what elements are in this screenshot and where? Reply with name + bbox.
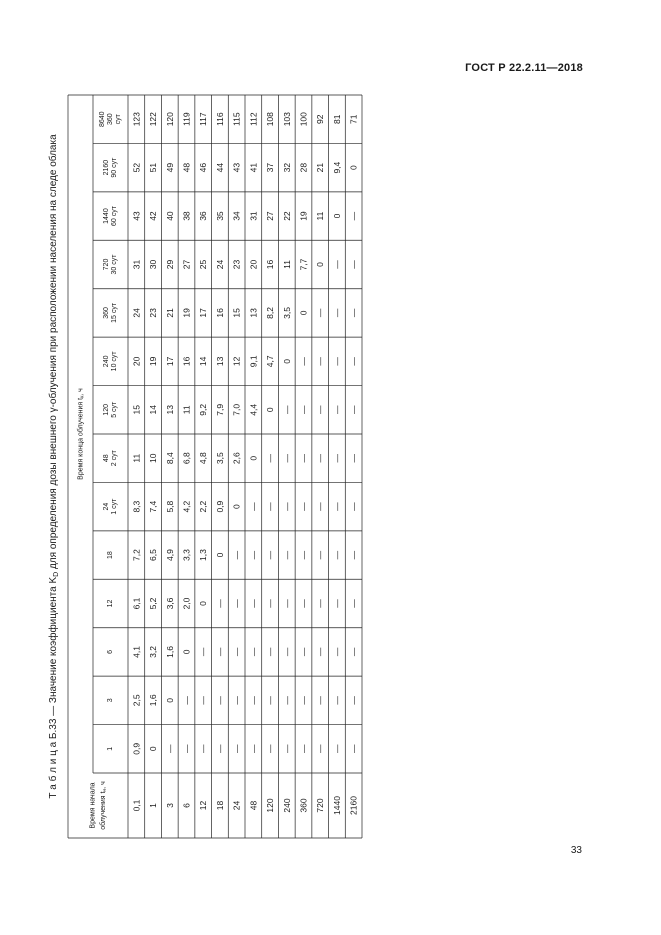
table-cell: 27 xyxy=(265,211,276,221)
table-cell: 17 xyxy=(198,308,209,318)
table-cell: — xyxy=(298,357,309,366)
table-cell: 19 xyxy=(148,356,159,367)
table-cell: — xyxy=(231,696,242,705)
table-cell: — xyxy=(315,308,326,318)
table-cell: 4,7 xyxy=(265,355,276,368)
column-header: 1 сут xyxy=(111,498,118,515)
table-cell: 13 xyxy=(164,405,175,415)
column-header: 2 сут xyxy=(111,450,118,467)
table-cell: — xyxy=(331,744,342,754)
column-header: 2160 xyxy=(103,159,110,176)
table-cell: 16 xyxy=(181,356,192,367)
table-cell: 3,2 xyxy=(148,646,159,658)
column-header: 6 xyxy=(107,649,114,654)
table-cell: — xyxy=(231,744,242,754)
table-cell: 7,7 xyxy=(298,258,309,271)
page-number: 33 xyxy=(570,845,582,856)
table-cell: 20 xyxy=(131,356,142,367)
table-cell: — xyxy=(281,744,292,754)
table-caption xyxy=(47,134,60,799)
table-cell: 6,1 xyxy=(131,597,142,610)
table-cell: 0 xyxy=(348,165,359,171)
row-start-value: 1440 xyxy=(331,796,342,815)
table-cell: — xyxy=(315,357,326,366)
table-cell: 34 xyxy=(231,211,242,221)
row-start-value: 0,1 xyxy=(131,799,142,812)
row-header-label-2: облучения $t_н$, ч xyxy=(99,781,108,830)
table-cell: — xyxy=(348,744,359,754)
column-header: 18 xyxy=(107,551,114,559)
table-cell: 8,2 xyxy=(265,307,276,319)
table-cell: 3,3 xyxy=(181,549,192,561)
table-cell: 14 xyxy=(148,405,159,415)
table-cell: — xyxy=(248,696,259,705)
table-cell: 16 xyxy=(265,259,276,270)
table-cell: 7,4 xyxy=(148,500,159,513)
table-cell: 0 xyxy=(265,407,276,413)
row-start-value: 360 xyxy=(298,798,309,813)
column-header: 360 xyxy=(107,113,114,126)
table-cell: — xyxy=(331,357,342,366)
table-cell: 4,2 xyxy=(181,500,192,513)
table-cell: — xyxy=(348,647,359,657)
table-cell: — xyxy=(198,744,209,754)
row-start-value: 12 xyxy=(198,800,209,811)
table-cell: 11 xyxy=(281,260,292,269)
table-cell: — xyxy=(348,405,359,415)
table-cell: — xyxy=(214,744,225,754)
table-cell: 119 xyxy=(181,112,192,126)
column-header: 3 xyxy=(107,698,114,703)
table-cell: — xyxy=(315,502,326,511)
table-cell: — xyxy=(265,599,276,608)
row-start-value: 2160 xyxy=(348,796,359,815)
column-header: 48 xyxy=(103,454,110,463)
table-cell: — xyxy=(331,599,342,608)
column-header: 240 xyxy=(103,355,110,368)
table-cell: 9,1 xyxy=(248,355,259,368)
table-cell: — xyxy=(331,647,342,657)
table-cell: 40 xyxy=(164,211,175,221)
table-cell: 108 xyxy=(265,112,276,127)
table-cell: 13 xyxy=(214,356,225,367)
table-cell: — xyxy=(331,696,342,705)
table-cell: — xyxy=(281,453,292,463)
table-cell: 2,6 xyxy=(231,452,242,465)
table-cell: — xyxy=(348,599,359,608)
table-cell: 46 xyxy=(198,162,209,173)
table-cell: 0 xyxy=(298,310,309,316)
table-cell: 1,6 xyxy=(148,694,159,707)
table-cell: — xyxy=(348,453,359,463)
table-cell: — xyxy=(248,502,259,511)
table-cell: 103 xyxy=(281,112,292,127)
table-cell: 13 xyxy=(248,308,259,318)
table-cell: 3,5 xyxy=(281,307,292,319)
table-cell: 36 xyxy=(198,211,209,221)
table-cell: 52 xyxy=(131,162,142,173)
row-start-value: 1 xyxy=(148,803,159,808)
table-cell: 1,3 xyxy=(198,549,209,561)
table-caption-text: Т а б л и ц а Б.33 — Значение коэффициента $K_D$ для определения дозы внешнего γ-облучения при расположении населения на следе облака xyxy=(47,134,60,799)
table-cell: — xyxy=(265,647,276,657)
column-header: 360 xyxy=(103,307,110,319)
column-header: 120 xyxy=(103,403,110,416)
table-cell: — xyxy=(214,599,225,608)
column-header: 5 сут xyxy=(111,401,118,418)
table-cell: — xyxy=(181,744,192,754)
table-cell: — xyxy=(281,599,292,608)
row-start-value: 120 xyxy=(265,798,276,813)
table-cell: 5,8 xyxy=(164,500,175,513)
table-cell: 112 xyxy=(248,112,259,126)
table-cell: — xyxy=(348,502,359,511)
table-cell: 25 xyxy=(198,259,209,270)
table-cell: 0 xyxy=(148,746,159,752)
table-cell: 71 xyxy=(348,114,359,124)
table-cell: 120 xyxy=(164,112,175,127)
table-cell: — xyxy=(315,744,326,754)
table-cell: — xyxy=(198,647,209,657)
table-cell: 2,5 xyxy=(131,694,142,707)
table-cell: 7,2 xyxy=(131,549,142,561)
table-cell: — xyxy=(231,550,242,560)
table-cell: — xyxy=(348,357,359,366)
table-cell: 43 xyxy=(131,211,142,221)
table-cell: — xyxy=(248,550,259,560)
table-cell: — xyxy=(331,502,342,511)
table-cell: — xyxy=(281,405,292,415)
row-start-value: 6 xyxy=(181,803,192,808)
table-cell: 11 xyxy=(131,453,142,463)
column-header: 12 xyxy=(107,599,114,608)
table-cell: 9,4 xyxy=(331,161,342,174)
column-header: 720 xyxy=(103,258,110,271)
table-cell: 49 xyxy=(164,162,175,173)
column-header: 8640 xyxy=(99,111,106,128)
table-cell: 44 xyxy=(214,162,225,173)
table-cell: 32 xyxy=(281,162,292,173)
table-cell: — xyxy=(248,647,259,657)
column-header: 30 сут xyxy=(111,254,118,275)
table-cell: 37 xyxy=(265,162,276,173)
table-cell: 41 xyxy=(248,162,259,173)
row-start-value: 48 xyxy=(248,800,259,811)
table-cell: — xyxy=(248,599,259,608)
table-cell: 0 xyxy=(214,552,225,558)
table-cell: — xyxy=(265,453,276,463)
table-cell: — xyxy=(348,550,359,560)
table-cell: 115 xyxy=(231,112,242,126)
table-cell: — xyxy=(331,308,342,318)
table-cell: 100 xyxy=(298,112,309,127)
table-cell: 117 xyxy=(198,112,209,126)
table-cell: — xyxy=(231,647,242,657)
table-cell: 0 xyxy=(164,697,175,703)
table-cell: 16 xyxy=(214,308,225,318)
table-cell: — xyxy=(298,405,309,415)
table-cell: 19 xyxy=(298,211,309,221)
row-start-value: 240 xyxy=(281,798,292,813)
table-cell: 2,0 xyxy=(181,597,192,610)
table-cell: 116 xyxy=(214,112,225,126)
table-cell: 31 xyxy=(248,211,259,221)
table-cell: 6,8 xyxy=(181,452,192,465)
table-cell: 8,4 xyxy=(164,452,175,465)
table-cell: 0 xyxy=(331,213,342,219)
table-cell: 0,9 xyxy=(131,742,142,755)
table-cell: — xyxy=(265,502,276,511)
table-cell: 11 xyxy=(315,211,326,221)
table-cell: 81 xyxy=(331,114,342,124)
table-cell: 12 xyxy=(231,356,242,367)
table-cell: 20 xyxy=(248,259,259,270)
table-cell: — xyxy=(315,453,326,463)
table-cell: 4,8 xyxy=(198,452,209,465)
table-cell: — xyxy=(331,260,342,269)
table-cell: 43 xyxy=(231,162,242,173)
table-cell: — xyxy=(315,599,326,608)
table-cell: 3,6 xyxy=(164,597,175,610)
table-cell: 22 xyxy=(281,211,292,221)
table-cell: 3,5 xyxy=(214,452,225,465)
column-header: 15 сут xyxy=(111,302,118,323)
table-cell: — xyxy=(265,744,276,754)
column-header: 60 сут xyxy=(111,206,118,227)
table-cell: 15 xyxy=(131,405,142,415)
table-cell: 1,6 xyxy=(164,646,175,658)
table-cell: — xyxy=(315,647,326,657)
table-cell: 0 xyxy=(231,504,242,510)
table-cell: 0 xyxy=(181,649,192,655)
table-cell: 4,4 xyxy=(248,403,259,416)
table-cell: 28 xyxy=(298,162,309,173)
table-cell: 122 xyxy=(148,112,159,127)
column-header: 1440 xyxy=(103,208,110,224)
table-cell: — xyxy=(331,550,342,560)
column-header: 24 xyxy=(103,502,110,511)
table-cell: 38 xyxy=(181,211,192,221)
table-cell: — xyxy=(281,502,292,511)
table-cell: — xyxy=(164,744,175,754)
table-cell: 15 xyxy=(231,308,242,318)
table-cell: 0 xyxy=(248,455,259,461)
table-cell: — xyxy=(298,599,309,608)
table-cell: 23 xyxy=(148,308,159,318)
table-cell: 51 xyxy=(148,162,159,173)
table-cell: 21 xyxy=(164,308,175,318)
table-cell: 23 xyxy=(231,259,242,270)
row-start-value: 3 xyxy=(164,803,175,808)
table-cell: — xyxy=(298,696,309,705)
table-cell: — xyxy=(214,647,225,657)
table-cell: — xyxy=(298,453,309,463)
column-header: 1 xyxy=(107,746,114,751)
row-header-label: Время начала xyxy=(89,782,97,829)
table-cell: — xyxy=(265,696,276,705)
table-cell: — xyxy=(181,696,192,705)
table-cell: — xyxy=(331,453,342,463)
table-cell: 0 xyxy=(281,358,292,364)
table-cell: 35 xyxy=(214,211,225,221)
table-cell: 123 xyxy=(131,112,142,127)
table-cell: 9,2 xyxy=(198,403,209,416)
row-start-value: 720 xyxy=(315,798,326,813)
table-cell: 19 xyxy=(181,308,192,318)
table-cell: 8,3 xyxy=(131,500,142,513)
table-cell: — xyxy=(248,744,259,754)
group-header: Время конца облучения $t_к$, ч xyxy=(77,388,86,480)
table-cell: 48 xyxy=(181,162,192,173)
table-cell: 0 xyxy=(315,262,326,267)
table-cell: 14 xyxy=(198,356,209,367)
table-cell: 24 xyxy=(131,308,142,318)
table-cell: — xyxy=(298,647,309,657)
table-cell: 24 xyxy=(214,259,225,270)
table-cell: — xyxy=(315,405,326,415)
table-cell: — xyxy=(315,696,326,705)
table-cell: 30 xyxy=(148,259,159,270)
table-cell: 5,2 xyxy=(148,597,159,610)
table-cell: 92 xyxy=(315,114,326,124)
column-header: 90 сут xyxy=(111,157,118,178)
table-cell: 21 xyxy=(315,162,326,173)
table-cell: — xyxy=(265,550,276,560)
table-cells xyxy=(76,111,359,829)
table-cell: — xyxy=(348,696,359,705)
table-cell: 29 xyxy=(164,259,175,270)
table-cell: 0,9 xyxy=(214,500,225,513)
table-cell: — xyxy=(331,405,342,415)
table-cell: 7,9 xyxy=(214,403,225,416)
table-cell: 42 xyxy=(148,211,159,221)
standard-header: ГОСТ Р 22.2.11—2018 xyxy=(465,62,583,74)
table-cell: 11 xyxy=(181,405,192,415)
table-cell: — xyxy=(298,502,309,511)
table-cell: 4,1 xyxy=(131,646,142,658)
column-header: сут xyxy=(115,114,122,125)
table-cell: — xyxy=(281,550,292,560)
table-cell: — xyxy=(198,696,209,705)
table-cell: — xyxy=(281,647,292,657)
table-cell: 27 xyxy=(181,259,192,270)
table-cell: — xyxy=(231,599,242,608)
row-start-value: 24 xyxy=(231,800,242,811)
table-cell: 4,9 xyxy=(164,549,175,561)
table-cell: — xyxy=(281,696,292,705)
table-cell: 10 xyxy=(148,453,159,463)
table-cell: 7,0 xyxy=(231,403,242,416)
column-header: 10 сут xyxy=(111,351,118,372)
table-cell: — xyxy=(298,550,309,560)
table-cell: 31 xyxy=(131,259,142,270)
table-cell: 6,5 xyxy=(148,549,159,561)
table-cell: 17 xyxy=(164,356,175,367)
table-cell: — xyxy=(315,550,326,560)
table-cell: — xyxy=(298,744,309,754)
table-cell: — xyxy=(348,308,359,318)
row-start-value: 18 xyxy=(214,800,225,811)
table-cell: 2,2 xyxy=(198,500,209,513)
table-cell: 0 xyxy=(198,601,209,606)
table-cell: — xyxy=(214,696,225,705)
table-cell: — xyxy=(348,211,359,221)
table-cell: — xyxy=(348,260,359,269)
